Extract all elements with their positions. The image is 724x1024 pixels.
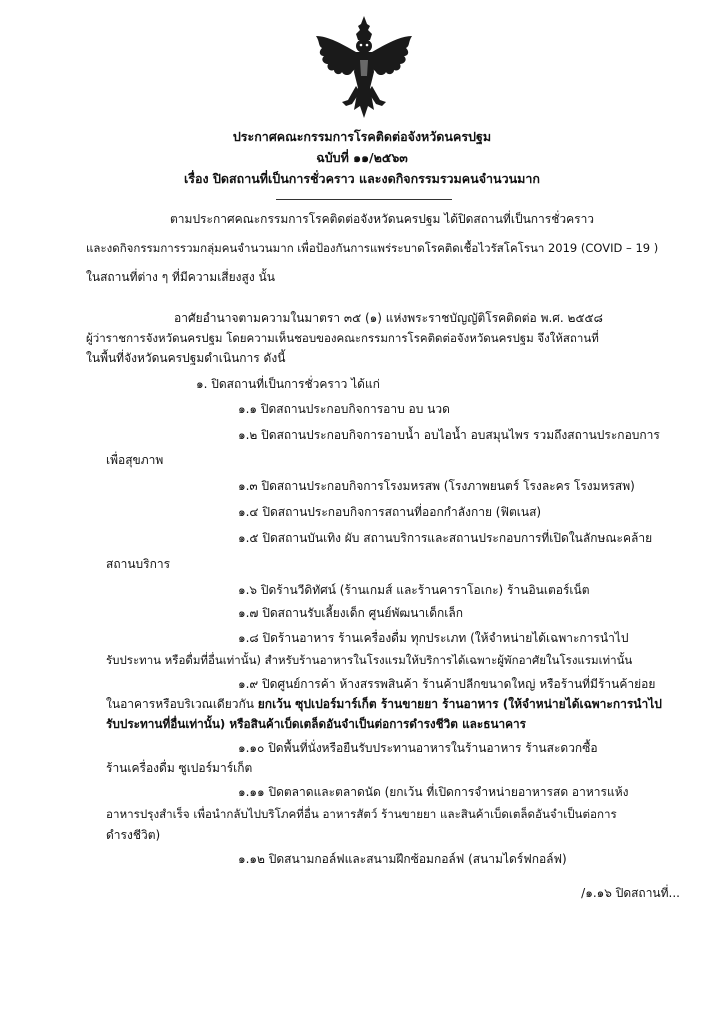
section1-heading: ๑. ปิดสถานที่เป็นการชั่วคราว ได้แก่	[196, 377, 380, 391]
item-1-9-line2-bold: ยกเว้น ซุปเปอร์มาร์เก็ต ร้านขายยา ร้านอาหาร (ให้จำหน่ายได้เฉพาะการนำไป	[257, 697, 662, 711]
item-1-11-line3: ดำรงชีวิต)	[106, 828, 161, 842]
announcement-title: ประกาศคณะกรรมการโรคติดต่อจังหวัดนครปฐม	[232, 129, 492, 144]
item-1-8-line2: รับประทาน หรือดื่มที่อื่นเท่านั้น) สำหรับร้านอาหารในโรงแรมให้บริการได้เฉพาะผู้พักอาศัยในโรงแรมเท่านั้น	[106, 653, 633, 667]
item-1-11-line2: อาหารปรุงสำเร็จ เพื่อนำกลับไปบริโภคที่อื่น อาหารสัตว์ ร้านขายยา และสินค้าเบ็ดเตล็ดอันจำเป็นต่อการ	[106, 807, 617, 821]
item-1-2-line2: เพื่อสุขภาพ	[106, 453, 164, 467]
item-1-1: ๑.๑ ปิดสถานประกอบกิจการอาบ อบ นวด	[238, 402, 450, 416]
intro-p1-line1: ตามประกาศคณะกรรมการโรคติดต่อจังหวัดนครปฐม ได้ปิดสถานที่เป็นการชั่วคราว	[170, 212, 595, 226]
item-1-7: ๑.๗ ปิดสถานรับเลี้ยงเด็ก ศูนย์พัฒนาเด็กเล็ก	[238, 606, 464, 620]
intro-p2-line2: ผู้ว่าราชการจังหวัดนครปฐม โดยความเห็นชอบของคณะกรรมการโรคติดต่อจังหวัดนครปฐม จึงให้สถานที่	[86, 331, 599, 345]
continuation-note: /๑.๑๖ ปิดสถานที่...	[581, 886, 680, 900]
intro-p2-line3: ในพื้นที่จังหวัดนครปฐมดำเนินการ ดังนี้	[86, 351, 286, 365]
item-1-2-line1: ๑.๒ ปิดสถานประกอบกิจการอาบน้ำ อบไอน้ำ อบสมุนไพร รวมถึงสถานประกอบการ	[238, 428, 660, 442]
item-1-6: ๑.๖ ปิดร้านวีดิทัศน์ (ร้านเกมส์ และร้านคาราโอเกะ) ร้านอินเตอร์เน็ต	[238, 583, 590, 597]
intro-p2-line1: อาศัยอำนาจตามความในมาตรา ๓๕ (๑) แห่งพระราชบัญญัติโรคติดต่อ พ.ศ. ๒๕๕๘	[174, 311, 603, 325]
item-1-5-line2: สถานบริการ	[106, 557, 171, 571]
item-1-3: ๑.๓ ปิดสถานประกอบกิจการโรงมหรสพ (โรงภาพยนตร์ โรงละคร โรงมหรสพ)	[238, 479, 635, 493]
header-divider	[276, 199, 452, 200]
item-1-11-line1: ๑.๑๑ ปิดตลาดและตลาดนัด (ยกเว้น ที่เปิดการจำหน่ายอาหารสด อาหารแห้ง	[238, 785, 629, 799]
item-1-5-line1: ๑.๕ ปิดสถานบันเทิง ผับ สถานบริการและสถานประกอบการที่เปิดในลักษณะคล้าย	[238, 531, 653, 545]
garuda-emblem	[312, 14, 416, 122]
item-1-8-line1: ๑.๘ ปิดร้านอาหาร ร้านเครื่องดื่ม ทุกประเภท (ให้จำหน่ายได้เฉพาะการนำไป	[238, 631, 629, 645]
item-1-9-line3: รับประทานที่อื่นเท่านั้น) หรือสินค้าเบ็ดเตล็ดอันจำเป็นต่อการดำรงชีวิต และธนาคาร	[106, 717, 526, 731]
item-1-9-line2	[106, 696, 662, 712]
item-1-4: ๑.๔ ปิดสถานประกอบกิจการสถานที่ออกกำลังกาย (ฟิตเนส)	[238, 505, 542, 519]
item-1-9-line1: ๑.๙ ปิดศูนย์การค้า ห้างสรรพสินค้า ร้านค้าปลีกขนาดใหญ่ หรือร้านที่มีร้านค้าย่อย	[238, 677, 656, 691]
announcement-issue: ฉบับที่ ๑๑/๒๕๖๓	[316, 150, 408, 165]
announcement-subject: เรื่อง ปิดสถานที่เป็นการชั่วคราว และงดกิจกรรมรวมคนจำนวนมาก	[184, 171, 540, 186]
intro-p1-line2: และงดกิจกรรมการรวมกลุ่มคนจำนวนมาก เพื่อป้องกันการแพร่ระบาดโรคติดเชื้อไวรัสโคโรนา 2019 (COVID – 19 )	[86, 241, 659, 255]
intro-p1-line3: ในสถานที่ต่าง ๆ ที่มีความเสี่ยงสูง นั้น	[86, 270, 275, 284]
item-1-12: ๑.๑๒ ปิดสนามกอล์ฟและสนามฝึกซ้อมกอล์ฟ (สนามไดร์ฟกอล์ฟ)	[238, 852, 567, 866]
item-1-10-line2: ร้านเครื่องดื่ม ซูเปอร์มาร์เก็ต	[106, 761, 253, 775]
item-1-9-line2-normal: ในอาคารหรือบริเวณเดียวกัน	[106, 697, 258, 711]
item-1-10-line1: ๑.๑๐ ปิดพื้นที่นั่งหรือยืนรับประทานอาหารในร้านอาหาร ร้านสะดวกซื้อ	[238, 741, 598, 755]
